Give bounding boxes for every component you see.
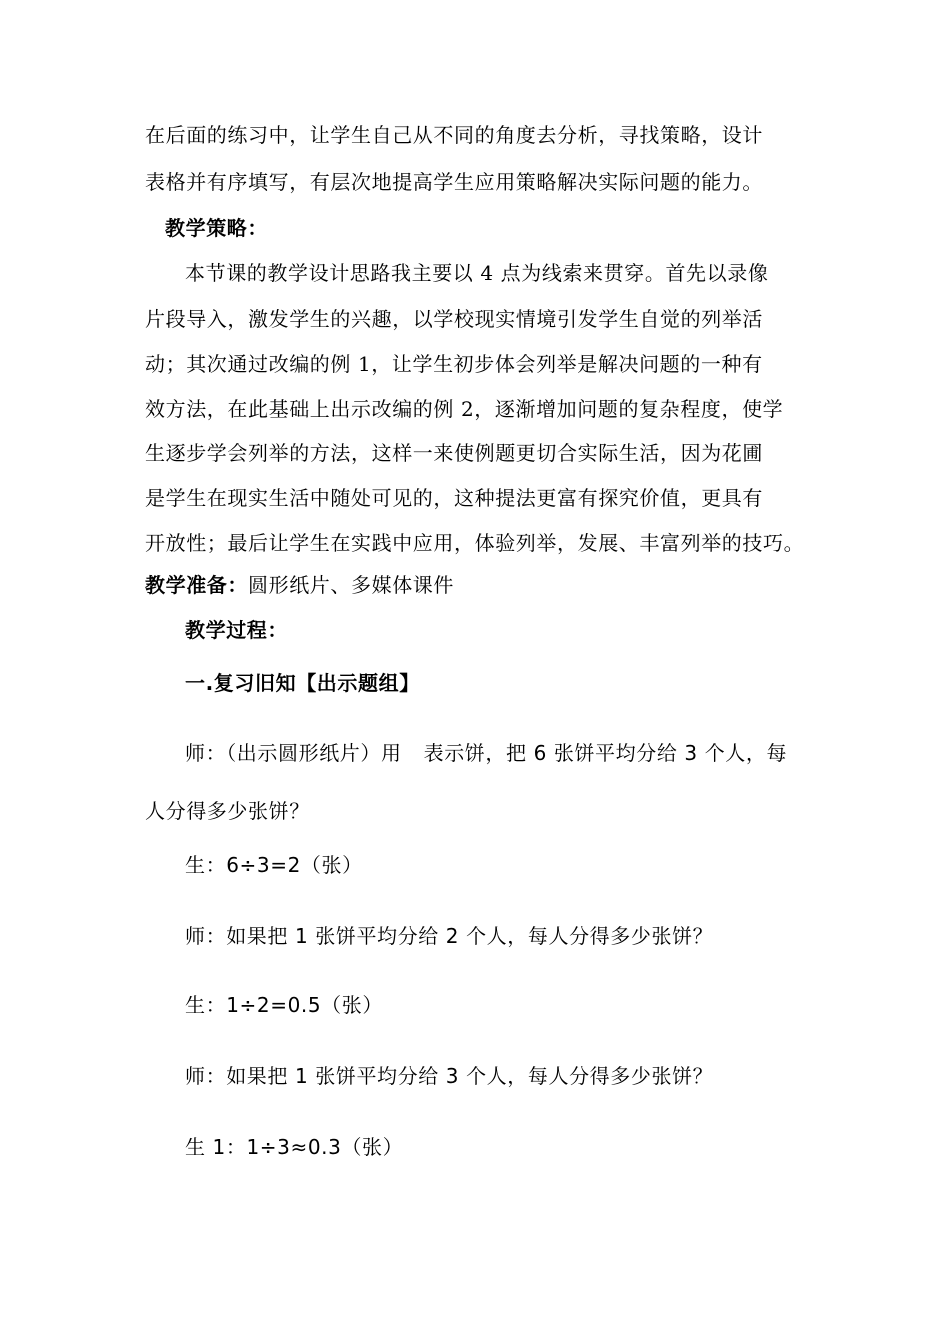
preparation-line <box>145 570 454 600</box>
strategy-heading: 教学策略： <box>165 216 268 240</box>
intro-line-2: 表格并有序填写，有层次地提高学生应用策略解决实际问题的能力。 <box>145 170 763 194</box>
teacher-question-1-part-a: 师：（出示圆形纸片）用 <box>185 741 402 765</box>
strategy-line-5: 生逐步学会列举的方法，这样一来使例题更切合实际生活，因为花圃 <box>145 441 763 465</box>
strategy-line-7: 开放性；最后让学生在实践中应用，体验列举，发展、丰富列举的技巧。 <box>145 531 805 555</box>
strategy-line-1: 本节课的教学设计思路我主要以 4 点为线索来贯穿。首先以录像 <box>185 261 769 285</box>
intro-line-1: 在后面的练习中，让学生自己从不同的角度去分析，寻找策略，设计 <box>145 123 763 147</box>
section-review-heading: 一.复习旧知【出示题组】 <box>185 671 420 695</box>
teacher-question-1-part-b: 表示饼，把 6 张饼平均分给 3 个人，每 <box>423 741 788 765</box>
student-answer-3: 生 1：1÷3≈0.3（张） <box>185 1135 404 1159</box>
strategy-line-6: 是学生在现实生活中随处可见的，这种提法更富有探究价值，更具有 <box>145 486 763 510</box>
strategy-line-3: 动；其次通过改编的例 1，让学生初步体会列举是解决问题的一种有 <box>145 352 763 376</box>
strategy-line-4: 效方法，在此基础上出示改编的例 2，逐渐增加问题的复杂程度，使学 <box>145 397 784 421</box>
teacher-question-1-cont: 人分得多少张饼？ <box>145 799 310 823</box>
preparation-label: 教学准备： <box>145 573 248 597</box>
strategy-line-2: 片段导入，激发学生的兴趣，以学校现实情境引发学生自觉的列举活 <box>145 307 763 331</box>
preparation-value: 圆形纸片、多媒体课件 <box>248 573 454 597</box>
teacher-question-2: 师：如果把 1 张饼平均分给 2 个人，每人分得多少张饼？ <box>185 924 714 948</box>
student-answer-1: 生：6÷3=2（张） <box>185 853 363 877</box>
teacher-question-1 <box>185 738 787 768</box>
teacher-question-3: 师：如果把 1 张饼平均分给 3 个人，每人分得多少张饼？ <box>185 1064 714 1088</box>
student-answer-2: 生：1÷2=0.5（张） <box>185 993 383 1017</box>
process-heading: 教学过程： <box>185 618 288 642</box>
